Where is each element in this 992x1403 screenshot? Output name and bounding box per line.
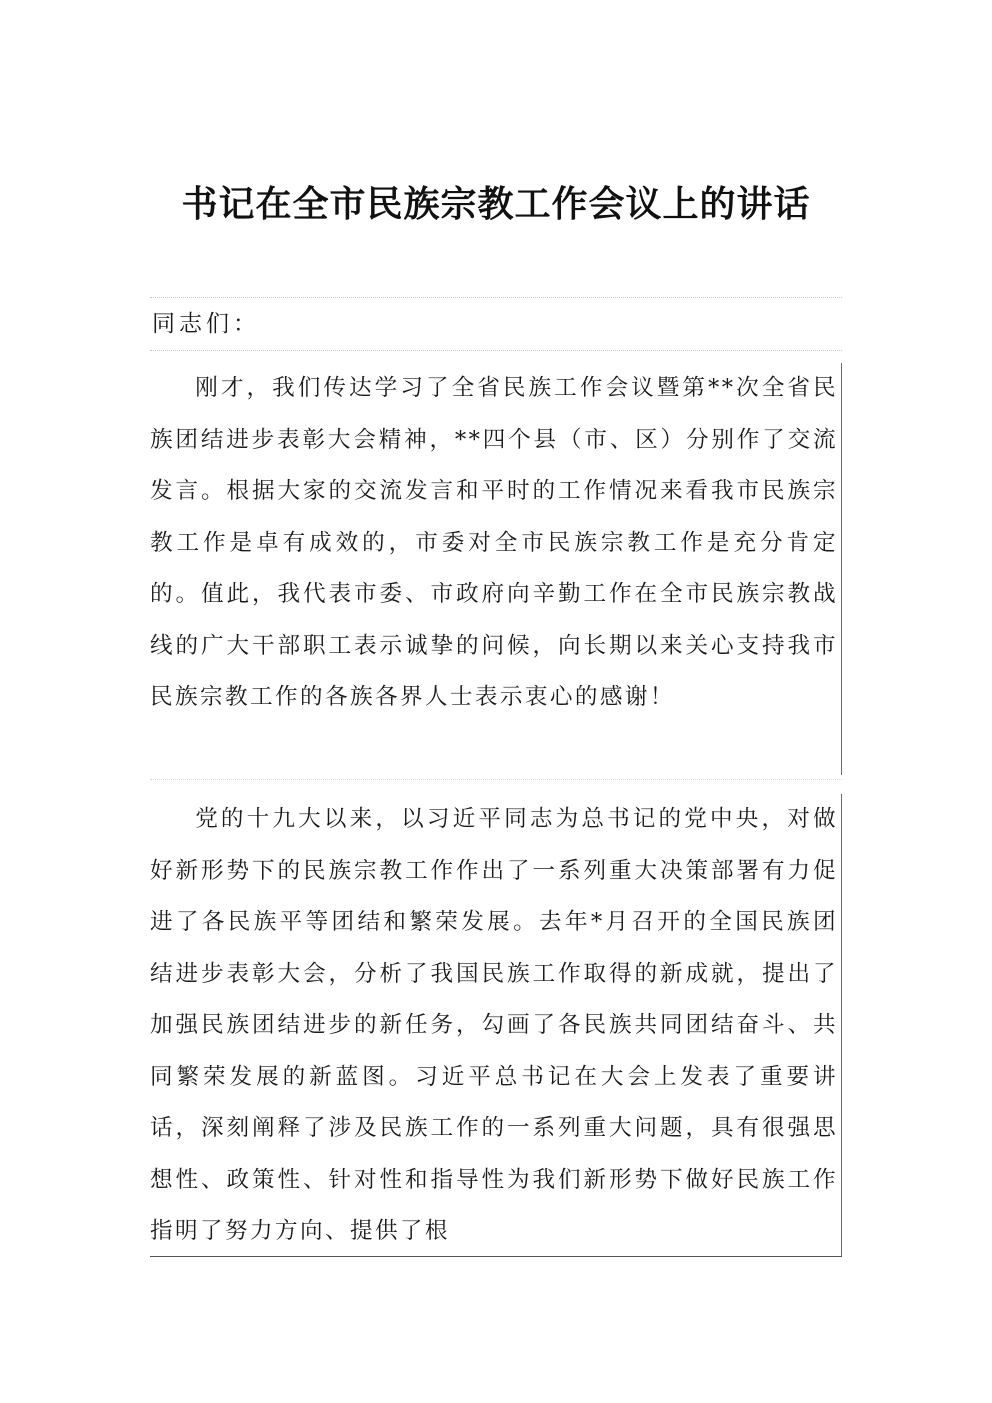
divider-salutation — [150, 350, 842, 351]
paragraph-1: 刚才，我们传达学习了全省民族工作会议暨第**次全省民族团结进步表彰大会精神，**四个县（市、区）分别作了交流发言。根据大家的交流发言和平时的工作情况来看我市民族宗教工作是卓有成效的，市委对全市民族宗教工作是充分肯定的。值此，我代表市委、市政府向辛勤工作在全市民族宗教战线的广大干部职工表示诚挚的问候，向长期以来关心支持我市民族宗教工作的各族各界人士表示衷心的感谢！ — [150, 363, 842, 775]
paragraph-2: 党的十九大以来，以习近平同志为总书记的党中央，对做好新形势下的民族宗教工作作出了一系列重大决策部署有力促进了各民族平等团结和繁荣发展。去年*月召开的全国民族团结进步表彰大会，分析了我国民族工作取得的新成就，提出了加强民族团结进步的新任务，勾画了各民族共同团结奋斗、共同繁荣发展的新蓝图。习近平总书记在大会上发表了重要讲话，深刻阐释了涉及民族工作的一系列重大问题，具有很强思想性、政策性、针对性和指导性为我们新形势下做好民族工作指明了努力方向、提供了根 — [150, 794, 842, 1256]
document-body — [150, 297, 842, 1257]
paragraph-separator — [150, 779, 842, 794]
salutation: 同志们： — [152, 311, 260, 337]
document-title: 书记在全市民族宗教工作会议上的讲话 — [181, 184, 811, 226]
divider-bottom — [150, 1256, 842, 1257]
